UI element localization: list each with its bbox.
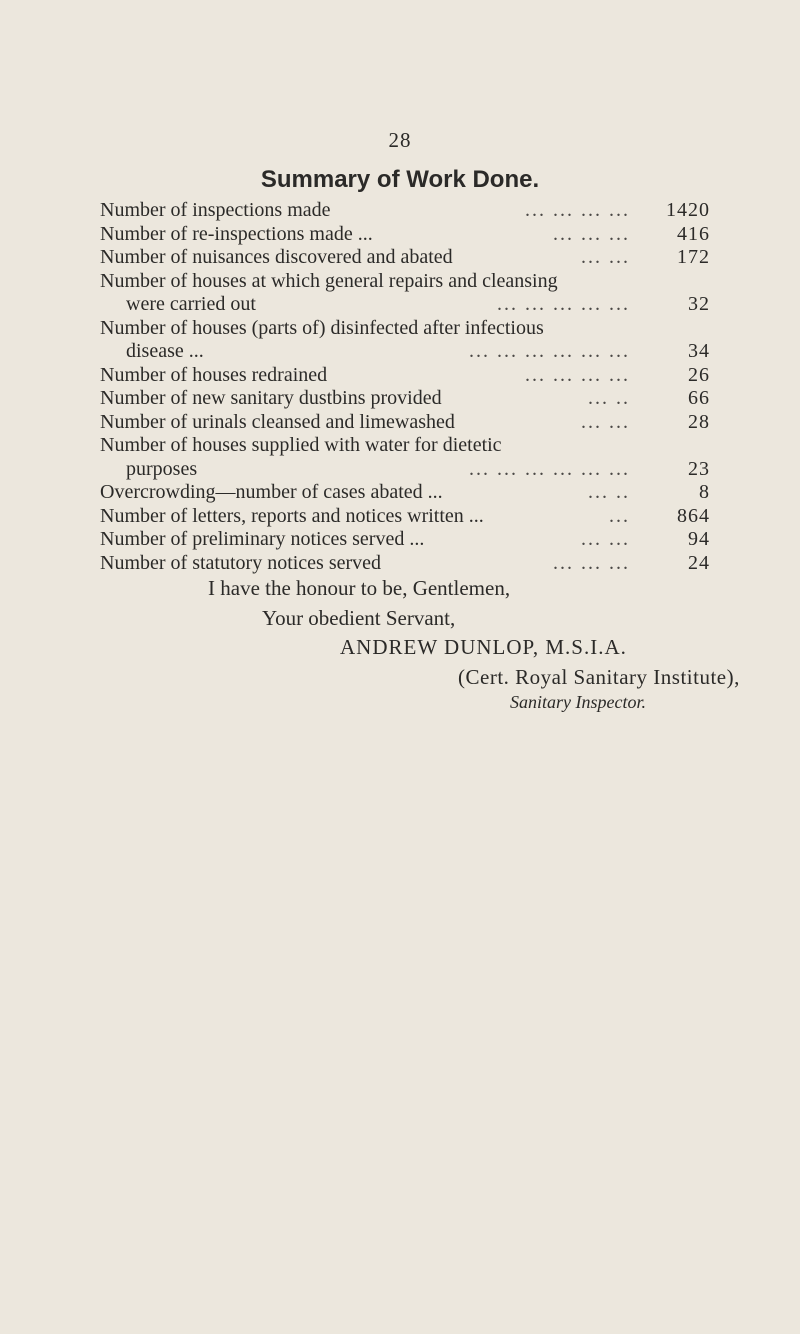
row-label: Number of houses (parts of) disinfected after infectious [100,316,544,339]
row-value: 28 [688,410,710,433]
row-label: Number of statutory notices served [100,551,382,574]
table-row [100,223,710,247]
dot-leaders: ... ... ... ... [525,363,630,386]
row-value: 24 [688,551,710,574]
row-value: 34 [688,340,710,362]
dot-leaders: ... [609,504,630,527]
table-row [100,481,710,505]
row-label: Number of houses at which general repairs and cleansing [100,269,558,292]
dot-leaders: ... ... ... ... ... [497,293,630,315]
page-title: Summary of Work Done. [260,166,540,193]
row-label: Number of re-inspections made ... [100,222,373,245]
signatory-credentials: (Cert. Royal Sanitary Institute), [458,665,740,689]
table-row [100,317,710,341]
row-label: Number of houses supplied with water for dietetic [100,434,502,456]
row-label: Number of new sanitary dustbins provided [100,387,442,409]
dot-leaders: ... ... ... ... ... ... [469,340,630,362]
table-row [100,293,710,317]
row-label: Number of urinals cleansed and limewashed [100,410,455,433]
signatory-title: Sanitary Inspector. [510,692,646,712]
dot-leaders: ... .. [588,481,630,503]
row-label: Number of inspections made [100,199,331,221]
table-row [100,528,710,552]
page-number: 28 [388,128,412,152]
table-row [100,387,710,411]
table-row [100,199,710,223]
row-label: Number of letters, reports and notices written ... [100,504,484,527]
row-value: 1420 [666,199,710,221]
dot-leaders: ... ... [581,246,630,268]
row-value: 32 [688,293,710,315]
row-value: 416 [677,222,710,245]
row-value: 172 [677,246,710,268]
row-label: disease ... [126,340,204,362]
row-value: 23 [688,457,710,480]
dot-leaders: ... ... [581,410,630,433]
closing-salutation: I have the honour to be, Gentlemen, [208,576,511,600]
table-row [100,552,710,576]
table-row [100,340,710,364]
dot-leaders: ... ... ... ... [525,199,630,221]
row-label: Number of nuisances discovered and abated [100,246,453,268]
row-label: purposes [126,457,198,480]
table-row [100,505,710,529]
row-label: Number of preliminary notices served ... [100,528,425,550]
dot-leaders: ... .. [588,387,630,409]
dot-leaders: ... ... ... [553,222,630,245]
table-row [100,246,710,270]
table-row [100,458,710,482]
row-label: Overcrowding—number of cases abated ... [100,481,443,503]
table-row [100,434,710,458]
dot-leaders: ... ... [581,528,630,550]
row-value: 26 [688,363,710,386]
row-value: 66 [688,387,710,409]
summary-table [100,199,710,575]
table-row [100,270,710,294]
table-row [100,364,710,388]
signatory-name: ANDREW DUNLOP, M.S.I.A. [340,635,627,659]
table-row [100,411,710,435]
dot-leaders: ... ... ... ... ... ... [469,457,630,480]
row-value: 8 [699,481,710,503]
row-value: 864 [677,504,710,527]
dot-leaders: ... ... ... [553,551,630,574]
row-label: were carried out [126,293,256,315]
row-value: 94 [688,528,710,550]
row-label: Number of houses redrained [100,363,328,386]
closing-valediction: Your obedient Servant, [262,606,456,630]
